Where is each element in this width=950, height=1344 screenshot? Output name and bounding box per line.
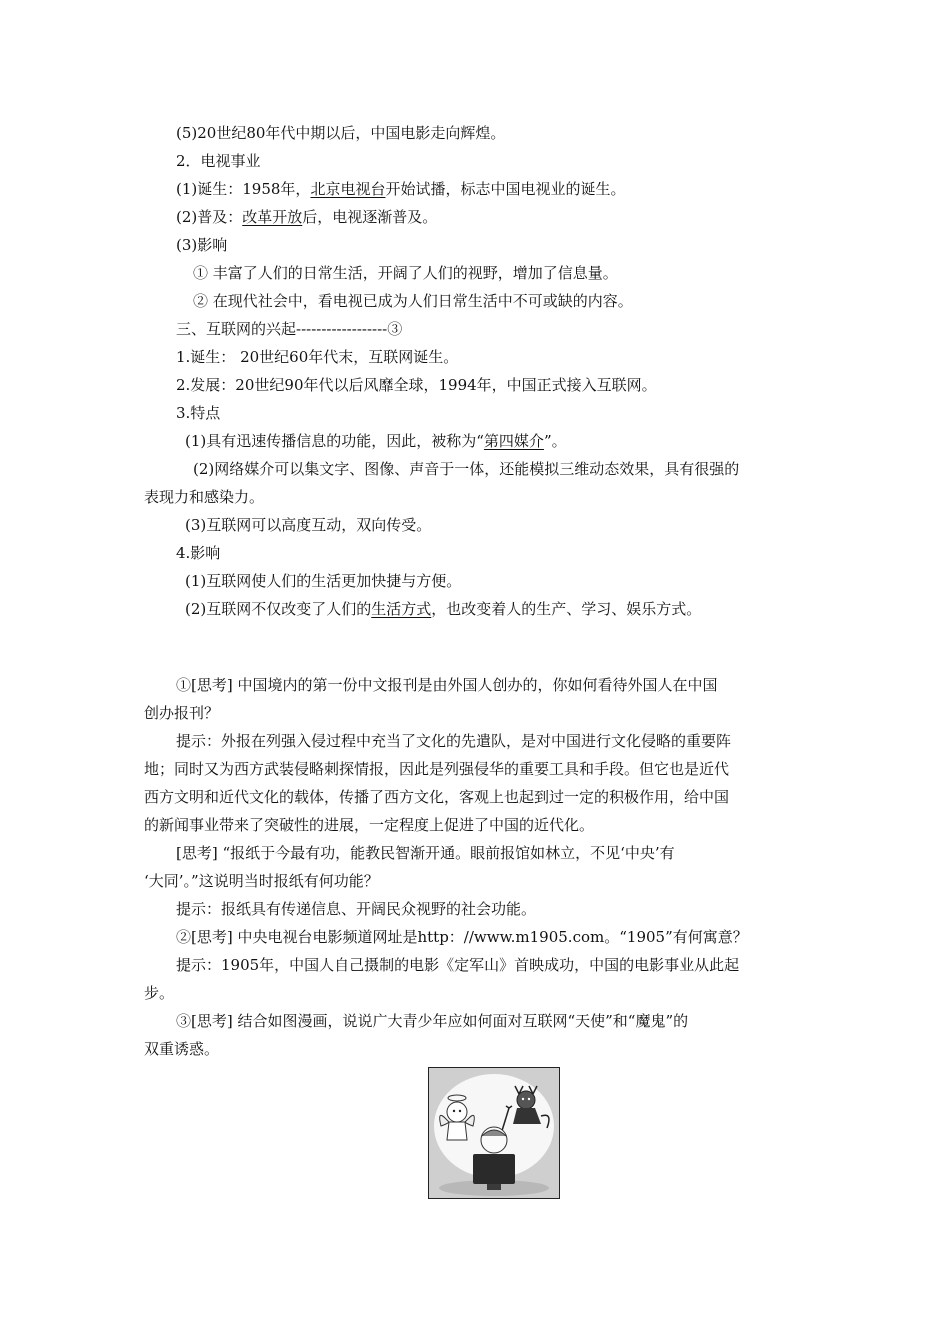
- feature-1-underlined: 第四媒介: [483, 432, 544, 450]
- think-2-hint: 提示：报纸具有传递信息、开阔民众视野的社会功能。: [176, 900, 537, 918]
- feature-1-prefix: (1)具有迅速传播信息的功能，因此，被称为“: [185, 432, 484, 450]
- think-4-question-line2: 双重诱惑。: [144, 1040, 220, 1058]
- internet-birth: 1.诞生： 20世纪60年代末，互联网诞生。: [176, 348, 459, 366]
- think-1-hint-line3: 西方文明和近代文化的载体，传播了西方文化，客观上也起到过一定的积极作用，给中国: [144, 788, 730, 806]
- think-1-question-line1: ①[思考] 中国境内的第一份中文报刊是由外国人创办的，你如何看待外国人在中国: [176, 676, 718, 694]
- feature-1-suffix: ”。: [543, 432, 567, 450]
- think-1-hint-line1: 提示：外报在列强入侵过程中充当了文化的先遣队，是对中国进行文化侵略的重要阵: [176, 732, 732, 750]
- tv-spread-prefix: (2)普及：: [176, 208, 243, 226]
- think-1-question-line2: 创办报刊？: [144, 704, 220, 722]
- internet-features-heading: 3.特点: [176, 404, 221, 422]
- tv-birth: [176, 179, 840, 199]
- think-3-hint-line1: 提示：1905年，中国人自己摄制的电影《定军山》首映成功，中国的电影事业从此起: [176, 956, 740, 974]
- internet-feature-2-line2: 表现力和感染力。: [144, 488, 265, 506]
- impact-2-underlined: 生活方式: [371, 600, 432, 618]
- tv-impact-2: ② 在现代社会中，看电视已成为人们日常生活中不可或缺的内容。: [193, 292, 633, 310]
- think-3-question: ②[思考] 中央电视台电影频道网址是http：//www.m1905.com。“1905”有何寓意？: [176, 928, 748, 946]
- internet-feature-2-line1: (2)网络媒介可以集文字、图像、声音于一体，还能模拟三维动态效果，具有很强的: [193, 460, 740, 478]
- internet-feature-3: (3)互联网可以高度互动，双向传受。: [185, 516, 432, 534]
- cartoon-illustration: [429, 1068, 559, 1198]
- film-item-5: (5)20世纪80年代中期以后，中国电影走向辉煌。: [176, 124, 506, 142]
- tv-impact-heading: (3)影响: [176, 236, 228, 254]
- tv-heading: 2．电视事业: [176, 152, 261, 170]
- think-2-question-line2: ‘大同’。”这说明当时报纸有何功能？: [144, 872, 379, 890]
- internet-development: 2.发展：20世纪90年代以后风靡全球，1994年，中国正式接入互联网。: [176, 376, 657, 394]
- impact-2-prefix: (2)互联网不仅改变了人们的: [185, 600, 372, 618]
- internet-feature-1: [185, 431, 849, 451]
- internet-impact-1: (1)互联网使人们的生活更加快捷与方便。: [185, 572, 462, 590]
- tv-birth-underlined: 北京电视台: [310, 180, 386, 198]
- think-3-hint-line2: 步。: [144, 984, 175, 1002]
- angel-devil-cartoon-image: [428, 1067, 560, 1199]
- think-1-hint-line2: 地；同时又为西方武装侵略刺探情报，因此是列强侵华的重要工具和手段。但它也是近代: [144, 760, 730, 778]
- tv-spread-underlined: 改革开放: [242, 208, 303, 226]
- tv-spread: [176, 207, 840, 227]
- internet-heading: 三、互联网的兴起------------------③: [176, 320, 403, 338]
- tv-birth-prefix: (1)诞生：1958年，: [176, 180, 311, 198]
- think-2-question-line1: [思考] “报纸于今最有功，能教民智渐开通。眼前报馆如林立，不见‘中央’有: [176, 844, 675, 862]
- think-4-question-line1: ③[思考] 结合如图漫画，说说广大青少年应如何面对互联网“天使”和“魔鬼”的: [176, 1012, 689, 1030]
- tv-birth-suffix: 开始试播，标志中国电视业的诞生。: [385, 180, 626, 198]
- internet-impact-heading: 4.影响: [176, 544, 221, 562]
- internet-impact-2: [185, 599, 849, 619]
- tv-impact-1: ① 丰富了人们的日常生活，开阔了人们的视野，增加了信息量。: [193, 264, 618, 282]
- impact-2-suffix: ，也改变着人的生产、学习、娱乐方式。: [431, 600, 702, 618]
- think-1-hint-line4: 的新闻事业带来了突破性的进展，一定程度上促进了中国的近代化。: [144, 816, 595, 834]
- tv-spread-suffix: 后，电视逐渐普及。: [302, 208, 438, 226]
